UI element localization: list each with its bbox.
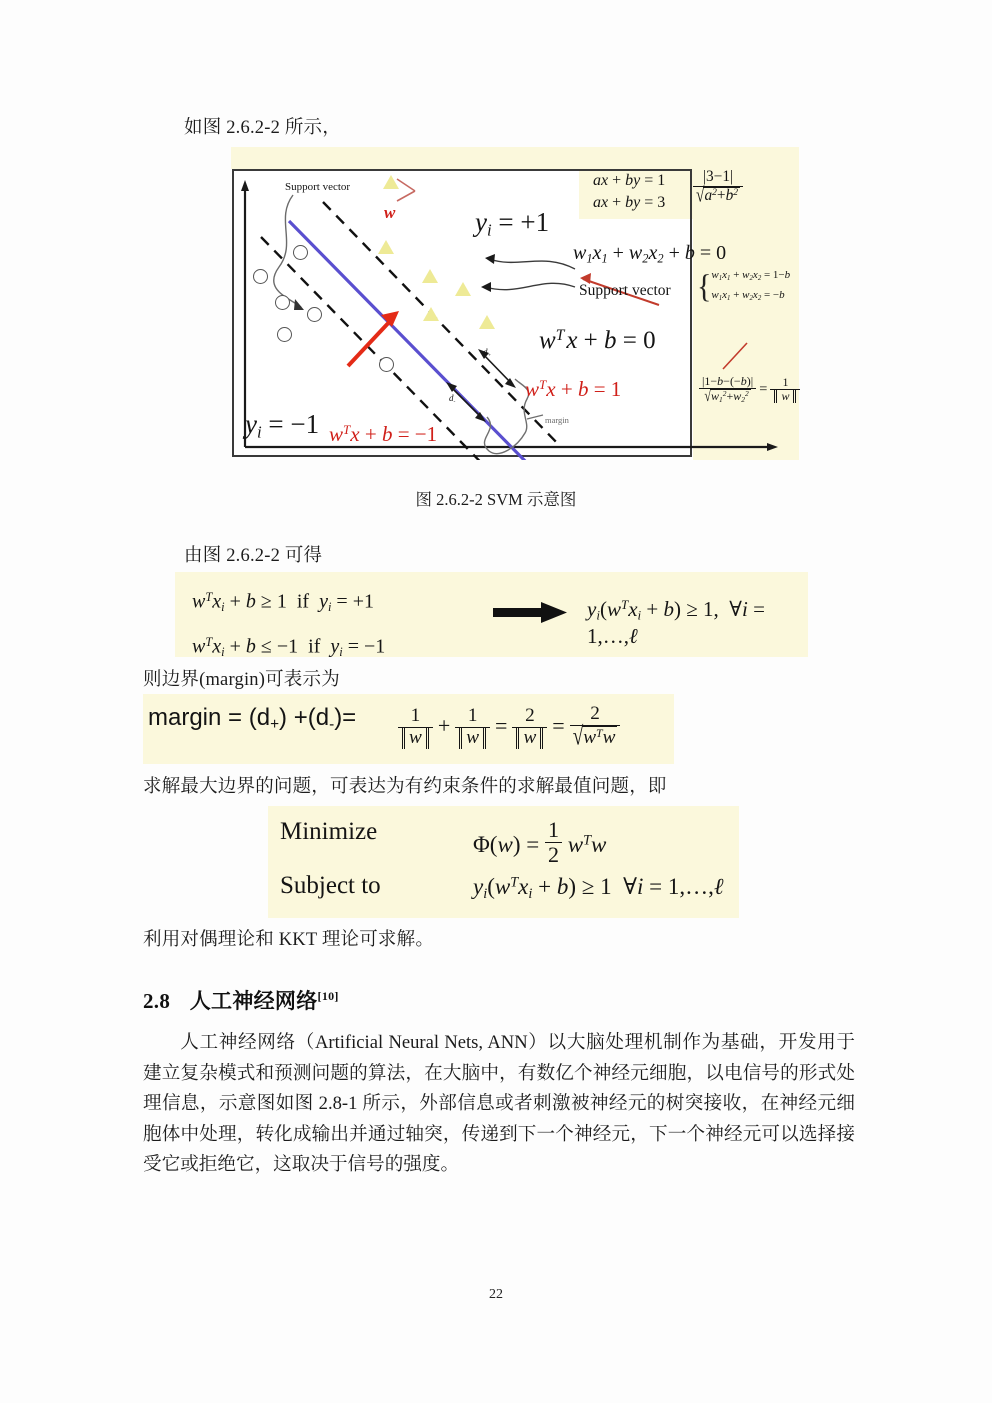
ann-paragraph: 人工神经网络（Artificial Neural Nets, ANN）以大脑处理机制作为基础，开发用于建立复杂模式和预测问题的算法，在大脑中，有数亿个神经元细胞，以电信号的形式处理信息，示意图如图 2.8-1 所示，外部信息或者刺激被神经元的树突接收，在神经元细胞体中处理，转化成输出并通过轴突，传递到下一个神经元，下一个神经元可以选择接受它或拒绝它，这取决于信号的强度。 [143,1032,855,1175]
minimize-expression: Φ(w) = $\frac{1}{2}$ $w^Tw$ [473,817,607,867]
margin-term-2: $\frac{1}{w}$ [455,706,490,748]
margin-term-4: $\frac{2}{√w^Tw}$ [570,704,621,749]
data-point-positive [383,175,399,189]
minimize-label: Minimize [280,818,378,845]
w-vector-label: w [384,203,396,222]
hyperplane-negative-label: $w^Tx + b = -1$ [329,422,438,446]
data-point-negative [379,357,394,372]
implication-line-1: $w^Tx_i + b \ge 1$ if $y_i = +1$ [192,590,374,614]
margin-expression: $\frac{1}{w}$ + $\frac{1}{w}$ = $\frac{2}{w}$ = $\frac{2}{√w^Tw}$ [398,704,620,749]
d-plus-label: $d_+$ [483,347,492,359]
constraint-system: { $w_1x_1 + w_2x_2 = 1-b$ $w_1x_1 + w_2x_2 = -b$ [697,268,791,306]
section-number: 2.8 [143,989,171,1013]
intro-line: 如图 2.6.2-2 所示， [184,118,341,138]
line-equation-1: ax + by = 1 [593,172,666,189]
page-number: 22 [489,1287,503,1302]
section-title: 人工神经网络 [189,989,318,1013]
kkt-line: 利用对偶理论和 KKT 理论可求解。 [143,930,435,950]
data-point-negative [277,327,292,342]
data-point-positive [479,315,495,329]
data-point-negative [275,295,290,310]
implication-arrow-icon [493,600,573,626]
support-vector-label-right: Support vector [579,282,671,299]
margin-label: margin [545,415,569,425]
margin-result-expression: $\frac{|1-b-(-b)|}{√w_1^2+w_2^2}$ = $\frac{1}{w}$ [699,375,800,404]
constraint-equation-1: $w_1x_1 + w_2x_2 = 1-b$ [711,269,791,282]
data-point-negative [253,269,268,284]
constraint-equation-2: $w_1x_1 + w_2x_2 = -b$ [711,288,785,302]
margin-term-1: $\frac{1}{w}$ [398,706,433,748]
support-vector-label-left: Support vector [285,181,351,193]
hyperplane-positive-label: $w^Tx + b = 1$ [525,377,622,401]
formula-block-margin [143,694,674,764]
line-from-figure: 由图 2.6.2-2 可得 [184,546,323,566]
line-equation-2: ax + by = 3 [593,194,666,211]
data-point-negative [307,307,322,322]
formula-block-optimization [268,806,739,918]
subject-to-expression: $y_i(w^Tx_i + b) \ge 1$ ∀i = 1,…,ℓ [473,874,724,902]
data-point-positive [378,240,394,254]
w-form-equation: $w_1x_1 + w_2x_2 + b = 0$ [573,242,727,266]
margin-term-3: $\frac{2}{w}$ [512,706,547,748]
d-minus-label: $d_-$ [449,393,456,405]
figure-caption: 图 2.6.2-2 SVM 示意图 [415,490,577,509]
class-negative-label: $y_i = -1$ [245,409,320,442]
class-positive-label: $y_i = +1$ [475,207,550,240]
hyperplane-main-label: $w^Tx + b = 0$ [539,327,656,355]
implication-line-2: $w^Tx_i + b \le -1$ if $y_i = -1$ [192,634,386,657]
implication-left-side [192,580,385,657]
section-reference: [10] [317,989,339,1003]
implication-right-side: $y_i(w^Tx_i + b) \ge 1$, ∀i = 1,…,ℓ [587,597,765,648]
section-heading [143,985,339,1015]
data-point-positive [455,282,471,296]
formula-block-implication [175,572,808,657]
data-point-positive [422,269,438,283]
svm-diagram [231,147,799,460]
optimization-lead-in: 求解最大边界的问题，可表达为有约束条件的求解最值问题，即 [143,777,667,797]
margin-lead-in: 则边界(margin)可表示为 [143,670,340,690]
data-point-positive [423,307,439,321]
margin-label: margin = $(d_+) +(d_-)=$ [148,704,357,733]
subject-to-label: Subject to [280,872,381,899]
data-point-negative [293,245,308,260]
distance-fraction: $\frac{|3-1|}{√a^2+b^2}$ [693,169,743,204]
